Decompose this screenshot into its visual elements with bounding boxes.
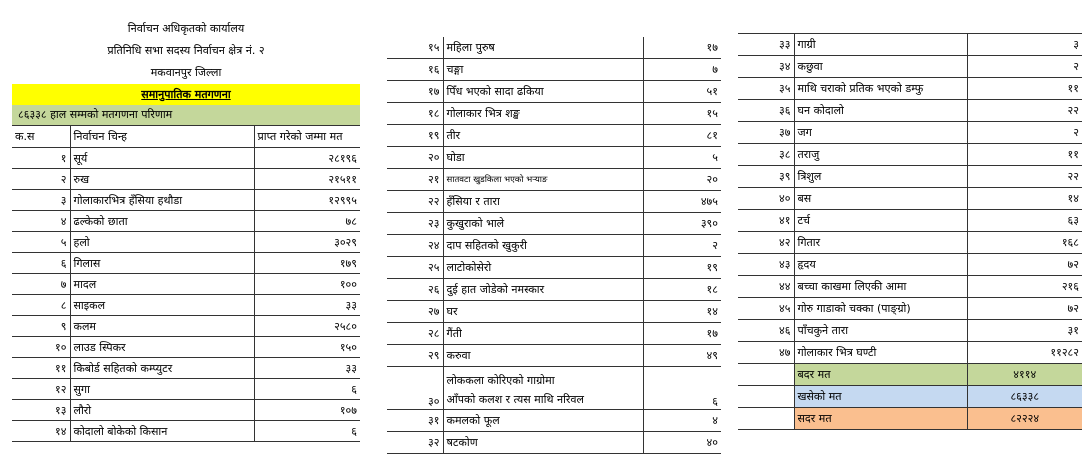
results-table-3 (738, 34, 1082, 430)
table-row (738, 56, 1082, 78)
table-row (387, 323, 721, 345)
row-serial: १६ (387, 59, 443, 81)
row-serial: २ (12, 169, 70, 190)
row-symbol: लाउड स्पिकर (70, 337, 254, 358)
row-serial: २२ (387, 191, 443, 213)
row-votes: ६ (254, 379, 360, 400)
results-table-1 (12, 126, 360, 442)
table-row (12, 253, 360, 274)
row-votes: ७ (643, 59, 721, 81)
summary-row (738, 364, 1082, 386)
row-symbol: सातवटा खुडकिला भएको भऱ्याङ (443, 169, 643, 191)
summary-value: ८२२२४ (967, 408, 1082, 430)
row-votes: ३३ (254, 358, 360, 379)
row-serial: ११ (12, 358, 70, 379)
row-votes: १५० (254, 337, 360, 358)
row-symbol-line2: आँपको कलश र त्यस माथि नरिवल (446, 393, 584, 406)
row-votes: १०० (254, 274, 360, 295)
row-symbol: कुखुराको भाले (443, 213, 643, 235)
row-serial: ६ (12, 253, 70, 274)
summary-label: सदर मत (794, 408, 967, 430)
table-row (12, 211, 360, 232)
row-serial: ४४ (738, 276, 794, 298)
row-serial: १३ (12, 400, 70, 421)
row-symbol: गितार (794, 232, 967, 254)
row-symbol (443, 367, 643, 410)
row-votes: २२ (967, 166, 1082, 188)
row-votes: ११२८२ (967, 342, 1082, 364)
row-votes: ३३ (254, 295, 360, 316)
row-serial: ४५ (738, 298, 794, 320)
row-serial: ९ (12, 316, 70, 337)
row-votes: २१६ (967, 276, 1082, 298)
row-symbol: लाटोकोसेरो (443, 257, 643, 279)
row-symbol: गोलाकार भित्र शङ्ख (443, 103, 643, 125)
row-votes: १९ (643, 257, 721, 279)
table-row (738, 144, 1082, 166)
table-row (387, 81, 721, 103)
row-symbol: त्रिशुल (794, 166, 967, 188)
row-symbol: ढल्केको छाता (70, 211, 254, 232)
table-row (387, 125, 721, 147)
table-row (738, 298, 1082, 320)
row-votes: १७ (643, 323, 721, 345)
row-votes: ६ (254, 421, 360, 442)
row-symbol: कछुवा (794, 56, 967, 78)
row-serial: ३४ (738, 56, 794, 78)
table-row (12, 400, 360, 421)
row-votes: १५ (643, 103, 721, 125)
row-symbol: गाग्री (794, 34, 967, 56)
row-serial: २८ (387, 323, 443, 345)
row-serial: २५ (387, 257, 443, 279)
row-votes: २२ (967, 100, 1082, 122)
row-symbol: कोदालो बोकेको किसान (70, 421, 254, 442)
row-serial: १७ (387, 81, 443, 103)
row-serial: ४ (12, 211, 70, 232)
table-row (387, 279, 721, 301)
row-votes: ४७५ (643, 191, 721, 213)
row-symbol-line1: लोककला कोरिएको गाग्रोमा (446, 374, 555, 387)
row-votes: २८१९६ (254, 148, 360, 169)
row-votes: ३१ (967, 320, 1082, 342)
row-serial: ४७ (738, 342, 794, 364)
table-row (12, 316, 360, 337)
row-serial: ३८ (738, 144, 794, 166)
row-votes: ७८ (254, 211, 360, 232)
row-votes: ३९० (643, 213, 721, 235)
panel-left (12, 0, 360, 442)
table-row (738, 100, 1082, 122)
table-row (387, 345, 721, 367)
table-row (12, 295, 360, 316)
summary-blank (738, 408, 794, 430)
row-serial: ३ (12, 190, 70, 211)
row-serial: २१ (387, 169, 443, 191)
row-votes: ३ (967, 34, 1082, 56)
office-title: निर्वाचन अधिकृतको कार्यालय (127, 22, 245, 35)
result-status: ८६३३८ हाल सम्मको मतगणना परिणाम (12, 105, 360, 126)
row-serial: १२ (12, 379, 70, 400)
row-symbol: हँसिया र तारा (443, 191, 643, 213)
row-votes: ७२ (967, 298, 1082, 320)
table-row (387, 147, 721, 169)
summary-row (738, 386, 1082, 408)
summary-value: ८६३३८ (967, 386, 1082, 408)
table-row (387, 59, 721, 81)
row-votes: ११ (967, 78, 1082, 100)
results-table-2 (387, 37, 721, 454)
table-row (738, 210, 1082, 232)
row-serial: १८ (387, 103, 443, 125)
table-row (12, 274, 360, 295)
table-row (387, 191, 721, 213)
row-symbol: गोरु गाडाको चक्का (पाङ्ग्रो) (794, 298, 967, 320)
count-type-banner: समानुपातिक मतगणना (12, 84, 360, 105)
row-serial: ४२ (738, 232, 794, 254)
row-serial: ४० (738, 188, 794, 210)
row-symbol: कमलको फूल (443, 410, 643, 432)
table-row (387, 103, 721, 125)
row-symbol: घर (443, 301, 643, 323)
table-row (387, 410, 721, 432)
row-votes: २ (967, 122, 1082, 144)
row-votes: ४ (643, 410, 721, 432)
row-serial: २४ (387, 235, 443, 257)
row-votes: २ (643, 235, 721, 257)
table-row (12, 358, 360, 379)
row-serial: १५ (387, 37, 443, 59)
row-votes: १८ (643, 279, 721, 301)
row-symbol: जग (794, 122, 967, 144)
row-symbol: बस (794, 188, 967, 210)
row-votes: ११ (967, 144, 1082, 166)
table-row (12, 421, 360, 442)
col-symbol-header: निर्वाचन चिन्ह (70, 126, 254, 148)
row-votes: ६३ (967, 210, 1082, 232)
table-header (12, 126, 360, 148)
table-row (12, 379, 360, 400)
row-votes: ३०२९ (254, 232, 360, 253)
table-row (738, 342, 1082, 364)
row-votes: १७ (643, 37, 721, 59)
col-votes-header: प्राप्त गरेको जम्मा मत (254, 126, 360, 148)
row-symbol: महिला पुरुष (443, 37, 643, 59)
row-votes: २५८० (254, 316, 360, 337)
table-row (387, 257, 721, 279)
row-votes: ५१ (643, 81, 721, 103)
row-votes: २० (643, 169, 721, 191)
row-symbol: बच्चा काखमा लिएकी आमा (794, 276, 967, 298)
row-symbol: लौरो (70, 400, 254, 421)
row-symbol: हृदय (794, 254, 967, 276)
row-serial: १० (12, 337, 70, 358)
row-symbol: घोडा (443, 147, 643, 169)
row-serial: ४३ (738, 254, 794, 276)
row-symbol: षटकोण (443, 432, 643, 454)
table-row (12, 148, 360, 169)
row-symbol: माथि चराको प्रतिक भएको डम्फु (794, 78, 967, 100)
table-row (12, 337, 360, 358)
row-symbol: सूर्य (70, 148, 254, 169)
table-row (738, 232, 1082, 254)
summary-label: खसेको मत (794, 386, 967, 408)
row-symbol: साइकल (70, 295, 254, 316)
row-symbol: गैंती (443, 323, 643, 345)
row-votes: १०७ (254, 400, 360, 421)
row-symbol: गोलाकारभित्र हँसिया हथौडा (70, 190, 254, 211)
summary-value: ४११४ (967, 364, 1082, 386)
row-votes: ६ (643, 367, 721, 410)
row-votes: १२९९५ (254, 190, 360, 211)
panel-right (738, 0, 1082, 430)
table-row (738, 276, 1082, 298)
table-row (387, 367, 721, 410)
row-symbol: मादल (70, 274, 254, 295)
table-row (387, 37, 721, 59)
table-row (738, 166, 1082, 188)
row-serial: ४१ (738, 210, 794, 232)
row-symbol: पिँध भएको सादा ढकिया (443, 81, 643, 103)
table-row (12, 190, 360, 211)
table-row (738, 320, 1082, 342)
row-votes: १७९ (254, 253, 360, 274)
table-row (738, 78, 1082, 100)
row-votes: १४ (643, 301, 721, 323)
row-symbol: गिलास (70, 253, 254, 274)
row-votes: २ (967, 56, 1082, 78)
summary-label: बदर मत (794, 364, 967, 386)
row-serial: ३० (387, 367, 443, 410)
row-serial: ३९ (738, 166, 794, 188)
row-symbol: गोलाकार भित्र घण्टी (794, 342, 967, 364)
row-symbol: किबोर्ड सहितको कम्प्युटर (70, 358, 254, 379)
row-votes: ४० (643, 432, 721, 454)
row-serial: ३५ (738, 78, 794, 100)
row-serial: ३३ (738, 34, 794, 56)
summary-blank (738, 386, 794, 408)
row-serial: ८ (12, 295, 70, 316)
row-symbol: तीर (443, 125, 643, 147)
table-row (738, 188, 1082, 210)
row-symbol: रुख (70, 169, 254, 190)
row-serial: ७ (12, 274, 70, 295)
row-votes: १४ (967, 188, 1082, 210)
row-symbol: दुई हात जोडेको नमस्कार (443, 279, 643, 301)
row-serial: ३१ (387, 410, 443, 432)
summary-blank (738, 364, 794, 386)
row-serial: ४६ (738, 320, 794, 342)
row-serial: ३६ (738, 100, 794, 122)
row-symbol: दाप सहितको खुकुरी (443, 235, 643, 257)
table-row (387, 432, 721, 454)
row-symbol: तराजु (794, 144, 967, 166)
row-serial: १९ (387, 125, 443, 147)
table-row (12, 169, 360, 190)
row-serial: २३ (387, 213, 443, 235)
row-symbol: कलम (70, 316, 254, 337)
row-symbol: टर्च (794, 210, 967, 232)
summary-row (738, 408, 1082, 430)
table-row (387, 301, 721, 323)
table-row (738, 34, 1082, 56)
row-symbol: पाँचकुने तारा (794, 320, 967, 342)
row-serial: २७ (387, 301, 443, 323)
row-votes: २१५११ (254, 169, 360, 190)
row-symbol: करुवा (443, 345, 643, 367)
row-symbol: हलो (70, 232, 254, 253)
table-row (12, 232, 360, 253)
table-row (387, 213, 721, 235)
table-row (387, 169, 721, 191)
row-serial: १४ (12, 421, 70, 442)
table-row (738, 122, 1082, 144)
row-serial: ३७ (738, 122, 794, 144)
row-serial: २० (387, 147, 443, 169)
row-votes: ४९ (643, 345, 721, 367)
table-row (387, 235, 721, 257)
row-votes: ८१ (643, 125, 721, 147)
row-votes: ५ (643, 147, 721, 169)
district-title: मकवानपुर जिल्ला (150, 66, 222, 79)
row-symbol: चङ्गा (443, 59, 643, 81)
row-votes: १६८ (967, 232, 1082, 254)
col-sn-header: क.स (12, 126, 70, 148)
row-serial: २९ (387, 345, 443, 367)
row-serial: २६ (387, 279, 443, 301)
constituency-title: प्रतिनिधि सभा सदस्य निर्वाचन क्षेत्र नं. २ (107, 44, 265, 57)
row-symbol: घन कोदालो (794, 100, 967, 122)
row-votes: ७२ (967, 254, 1082, 276)
row-symbol: सुगा (70, 379, 254, 400)
row-serial: १ (12, 148, 70, 169)
row-serial: ५ (12, 232, 70, 253)
row-serial: ३२ (387, 432, 443, 454)
table-row (738, 254, 1082, 276)
panel-middle (387, 0, 721, 454)
